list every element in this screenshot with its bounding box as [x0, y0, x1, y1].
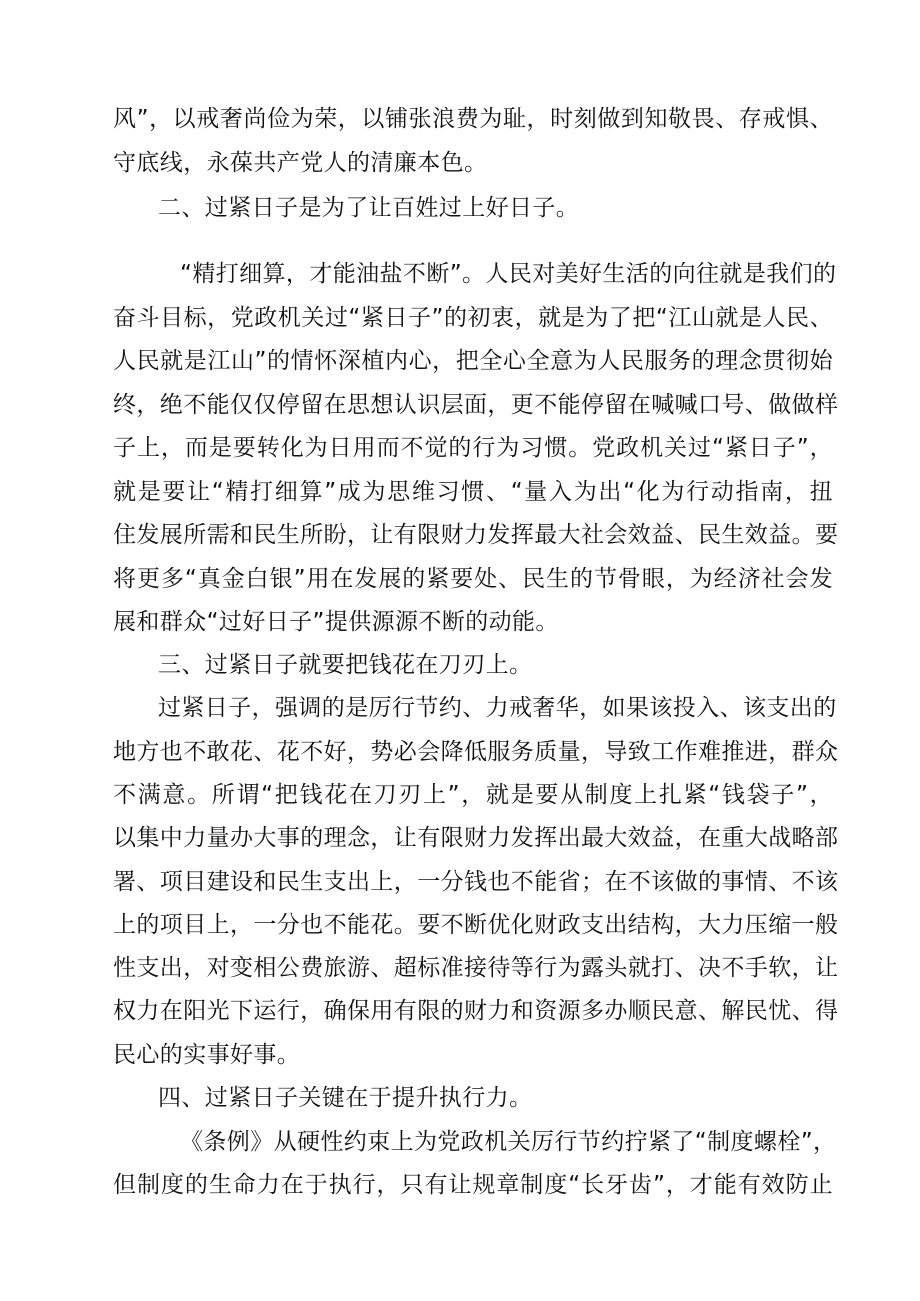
text-line: 展和群众“过好日子”提供源源不断的动能。 [113, 609, 559, 635]
text-line: 就是要让“精打细算”成为思维习惯、“量入为出“化为行动指南，扭 [113, 479, 833, 505]
text-line: 性支出，对变相公费旅游、超标准接待等行为露头就打、决不手软，让 [113, 955, 839, 981]
text-line: 守底线，永葆共产党人的清廉本色。 [113, 150, 488, 176]
text-line: 署、项目建设和民生支出上，一分钱也不能省；在不该做的事情、不该 [113, 869, 839, 895]
text-line: 奋斗目标，党政机关过“紧日子”的初衷，就是为了把“江山就是人民、 [113, 305, 833, 331]
text-line: 以集中力量办大事的理念，让有限财力发挥出最大效益，在重大战略部 [113, 825, 839, 851]
section-heading: 四、过紧日子关键在于提升执行力。 [158, 1085, 533, 1111]
section-heading: 三、过紧日子就要把钱花在刀刃上。 [158, 652, 533, 678]
text-line: 将更多“真金白银”用在发展的紧要处、民生的节骨眼，为经济社会发 [113, 566, 833, 592]
text-line: 风”，以戒奢尚俭为荣，以铺张浪费为耻，时刻做到知敬畏、存戒惧、 [113, 106, 833, 132]
text-line: 地方也不敢花、花不好，势必会降低服务质量，导致工作难推进，群众 [113, 739, 839, 765]
text-line: 人民就是江山”的情怀深植内心，把全心全意为人民服务的理念贯彻始 [113, 348, 833, 374]
section-heading: 二、过紧日子是为了让百姓过上好日子。 [158, 195, 580, 221]
text-line: “精打细算，才能油盐不断”。人民对美好生活的向往就是我们的 [180, 261, 837, 287]
text-line: 不满意。所谓“把钱花在刀刃上”，就是要从制度上扎紧“钱袋子”， [113, 782, 833, 808]
text-line: 过紧日子，强调的是厉行节约、力戒奢华，如果该投入、该支出的 [158, 695, 837, 721]
text-line: 民心的实事好事。 [113, 1042, 301, 1068]
text-line: 权力在阳光下运行，确保用有限的财力和资源多办顺民意、解民忧、得 [113, 998, 839, 1024]
text-line: 终，绝不能仅仅停留在思想认识层面，更不能停留在喊喊口号、做做样 [113, 392, 839, 418]
text-line: 上的项目上，一分也不能花。要不断优化财政支出结构，大力压缩一般 [113, 912, 839, 938]
text-line: 住发展所需和民生所盼，让有限财力发挥最大社会效益、民生效益。要 [113, 522, 839, 548]
text-line: 子上，而是要转化为日用而不觉的行为习惯。党政机关过“紧日子”， [113, 435, 833, 461]
text-line: 《条例》从硬性约束上为党政机关厉行节约拧紧了“制度螺栓”， [180, 1129, 837, 1155]
text-line: 但制度的生命力在于执行，只有让规章制度“长牙齿”，才能有效防止 [113, 1172, 833, 1198]
